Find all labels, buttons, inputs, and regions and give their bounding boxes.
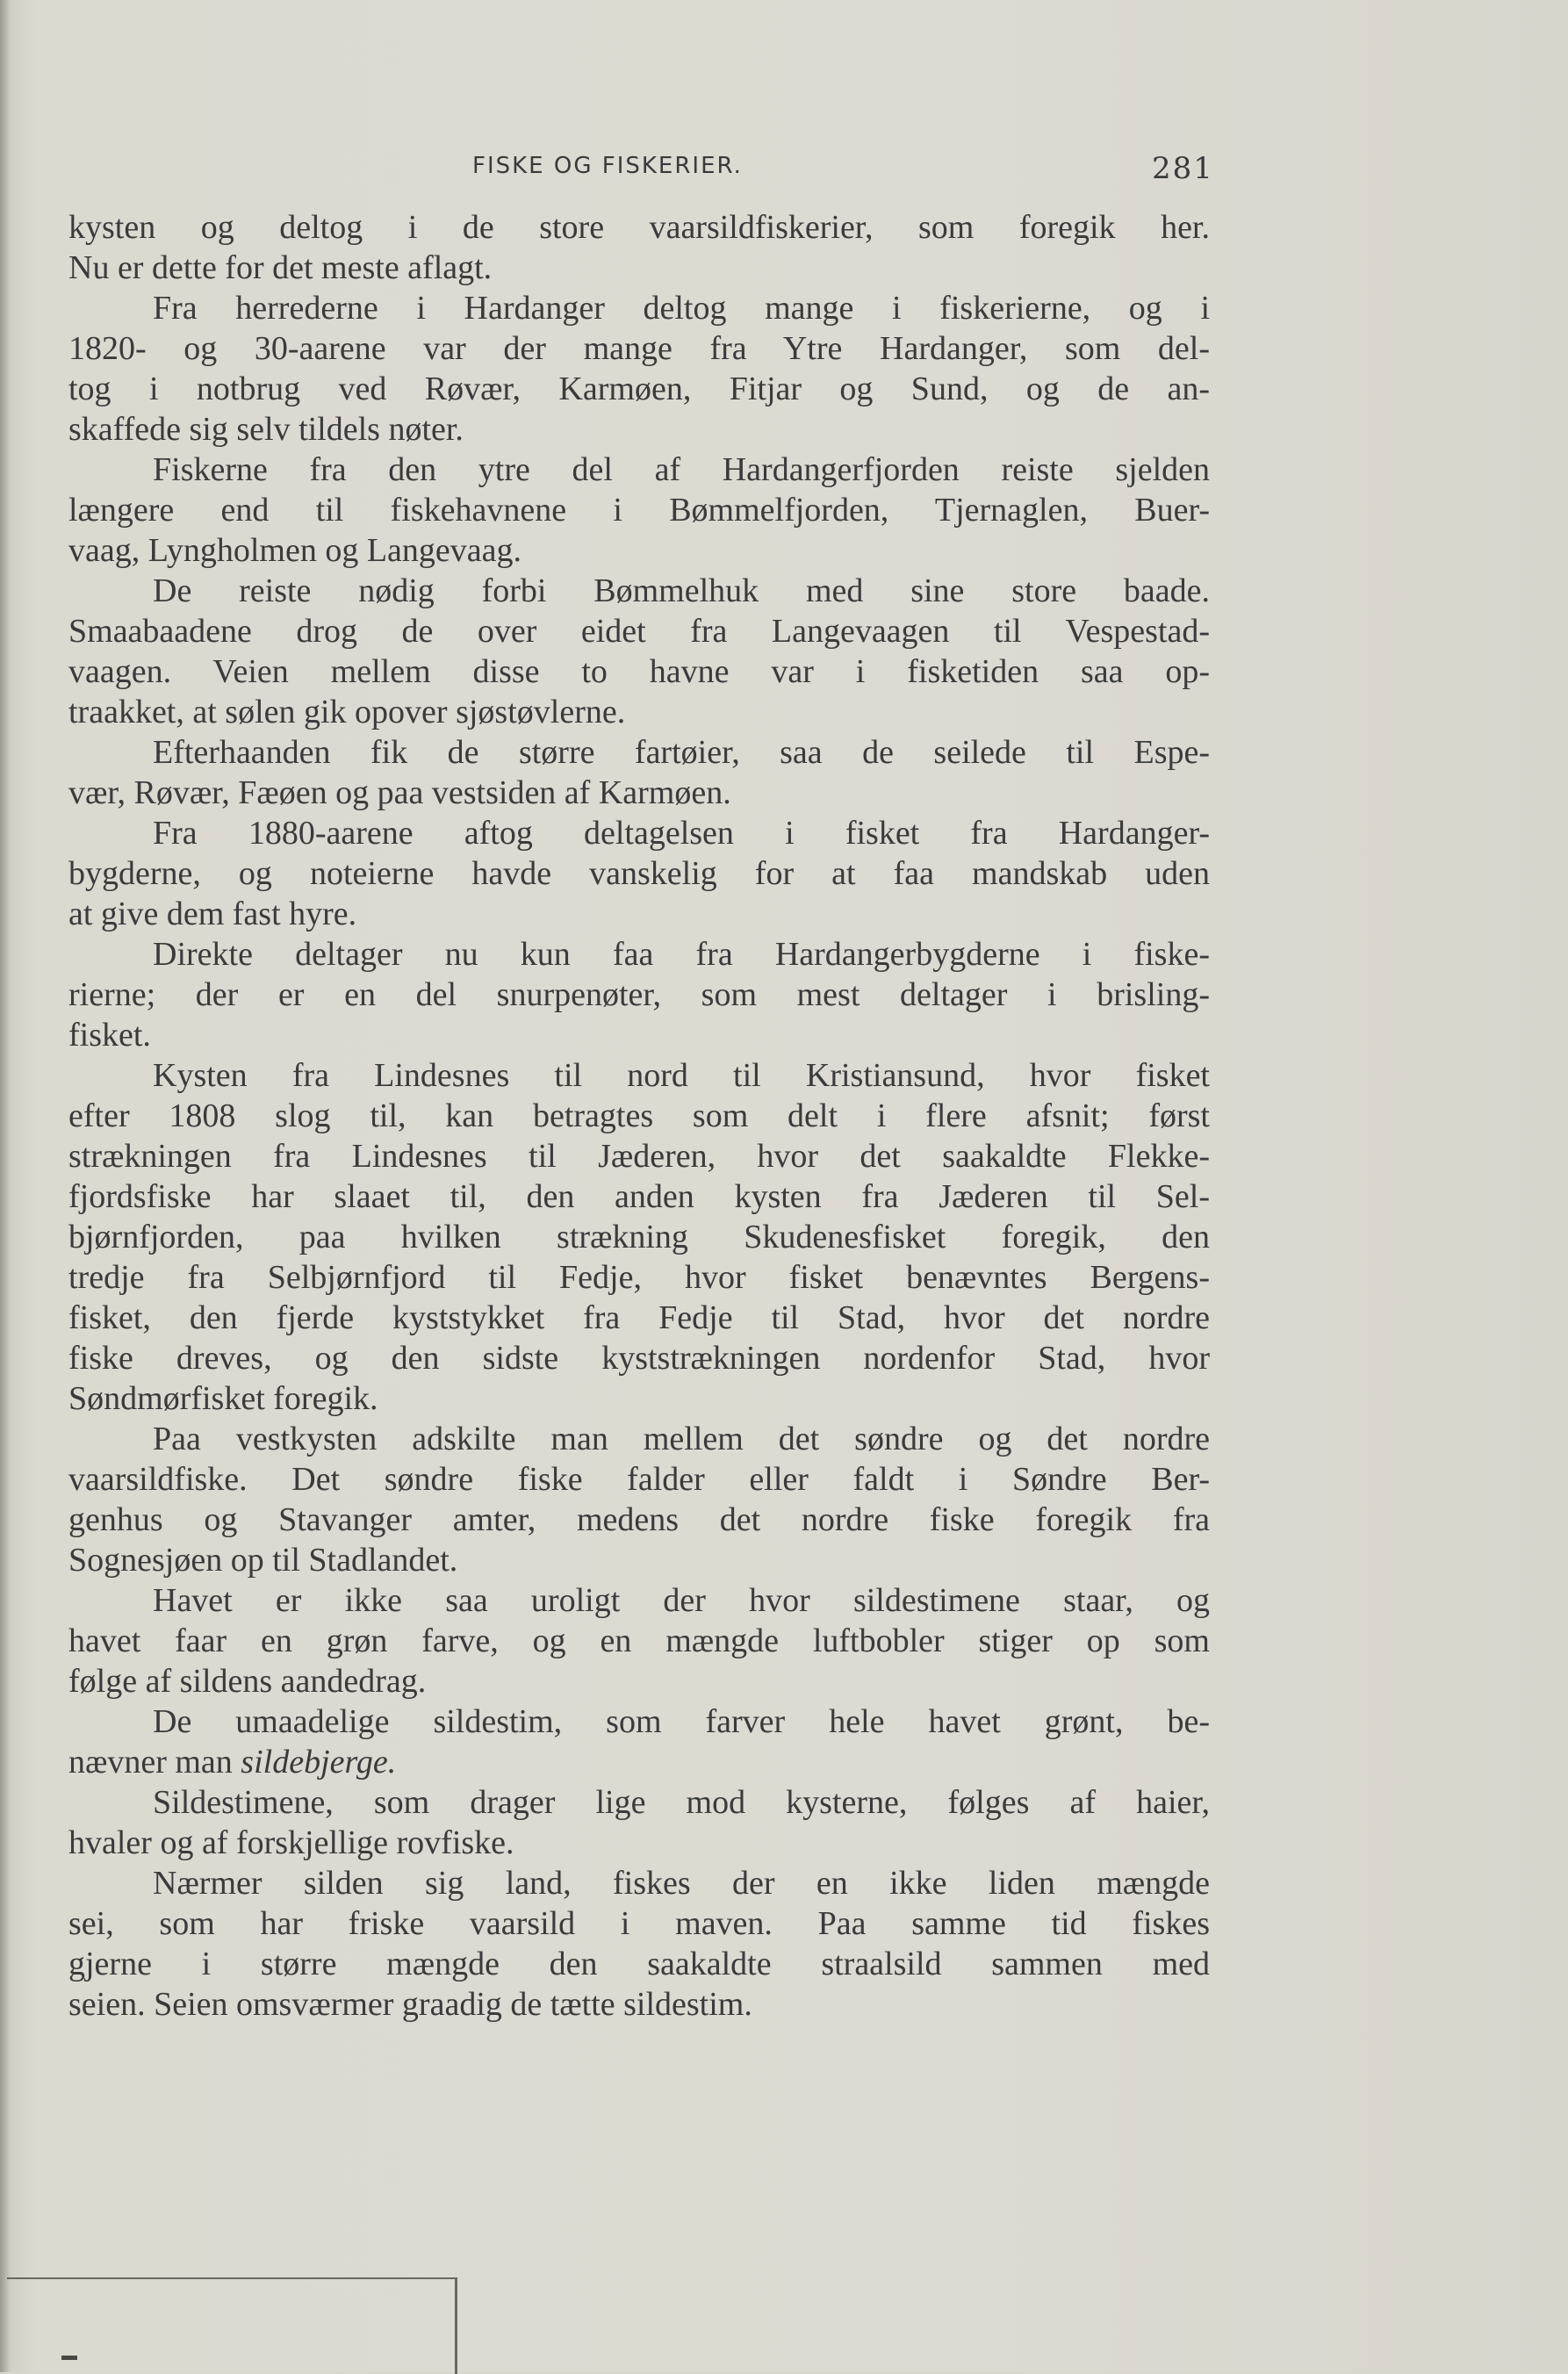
text-line bbox=[68, 1096, 1210, 1136]
line-text: De umaadelige sildestim, som farver hele havet grønt, be- bbox=[153, 1703, 1210, 1740]
line-text: Sognesjøen op til Stadlandet. bbox=[68, 1542, 458, 1579]
line-text: genhus og Stavanger amter, medens det nordre fiske foregik fra bbox=[68, 1501, 1210, 1538]
line-text: seien. Seien omsværmer graadig de tætte sildestim. bbox=[68, 1986, 752, 2023]
line-text: vaag, Lyngholmen og Langevaag. bbox=[68, 532, 522, 569]
text-line bbox=[68, 1782, 1210, 1823]
paragraph bbox=[68, 450, 1210, 571]
text-line bbox=[68, 1015, 1210, 1055]
line-text: Nu er dette for det meste aflagt. bbox=[68, 249, 493, 286]
text-line bbox=[68, 1459, 1210, 1500]
text-line bbox=[68, 773, 1210, 813]
paragraph bbox=[68, 1055, 1210, 1419]
text-line bbox=[68, 692, 1210, 732]
stamp-mark bbox=[61, 2356, 77, 2360]
text-line bbox=[68, 1944, 1210, 1984]
text-line bbox=[68, 651, 1210, 692]
line-text: nævner man bbox=[68, 1744, 241, 1780]
paragraph bbox=[68, 813, 1210, 934]
line-text: Kysten fra Lindesnes til nord til Kristiansund, hvor fisket bbox=[153, 1057, 1210, 1094]
line-text: rierne; der er en del snurpenøter, som mest deltager i brisling- bbox=[68, 976, 1210, 1013]
paragraph bbox=[68, 934, 1210, 1055]
text-line bbox=[68, 1580, 1210, 1621]
line-text: Nærmer silden sig land, fiskes der en ikke liden mængde bbox=[153, 1865, 1210, 1902]
running-head: FISKE OG FISKERIER. bbox=[472, 153, 743, 179]
body-text bbox=[68, 207, 1210, 2025]
text-line bbox=[68, 1903, 1210, 1944]
paragraph bbox=[68, 207, 1210, 288]
text-line bbox=[68, 1055, 1210, 1096]
line-text: vaagen. Veien mellem disse to havne var i fisketiden saa op- bbox=[68, 653, 1210, 690]
line-text: følge af sildens aandedrag. bbox=[68, 1663, 427, 1700]
text-line bbox=[68, 1338, 1210, 1378]
line-text: skaffede sig selv tildels nøter. bbox=[68, 411, 464, 448]
line-text: Fra 1880-aarene aftog deltagelsen i fisket fra Hardanger- bbox=[153, 815, 1210, 852]
paragraph bbox=[68, 1701, 1210, 1782]
text-line bbox=[68, 1742, 1210, 1782]
text-line bbox=[68, 1136, 1210, 1176]
line-text: bygderne, og noteierne havde vanskelig for at faa mandskab uden bbox=[68, 855, 1210, 892]
text-line bbox=[68, 1661, 1210, 1701]
text-line bbox=[68, 1863, 1210, 1903]
line-text: Havet er ikke saa uroligt der hvor sildestimene staar, og bbox=[153, 1582, 1210, 1619]
line-text: tog i notbrug ved Røvær, Karmøen, Fitjar og Sund, og de an- bbox=[68, 370, 1210, 407]
line-text: traakket, at sølen gik opover sjøstøvlerne. bbox=[68, 694, 626, 730]
line-text: hvaler og af forskjellige rovfiske. bbox=[68, 1824, 514, 1861]
line-text: fiske dreves, og den sidste kyststrækningen nordenfor Stad, hvor bbox=[68, 1340, 1210, 1377]
text-line bbox=[68, 450, 1210, 490]
paragraph bbox=[68, 1863, 1210, 2025]
line-text: vær, Røvær, Fæøen og paa vestsiden af Karmøen. bbox=[68, 774, 731, 811]
line-text: kysten og deltog i de store vaarsildfiskerier, som foregik her. bbox=[68, 209, 1210, 246]
text-line bbox=[68, 248, 1210, 288]
text-line bbox=[68, 490, 1210, 530]
text-line bbox=[68, 1419, 1210, 1459]
line-text: fisket, den fjerde kyststykket fra Fedje til Stad, hvor det nordre bbox=[68, 1299, 1210, 1336]
binding-edge bbox=[0, 0, 9, 2372]
text-line bbox=[68, 530, 1210, 571]
text-line bbox=[68, 571, 1210, 611]
text-line bbox=[68, 1257, 1210, 1298]
paragraph bbox=[68, 1419, 1210, 1580]
line-text: havet faar en grøn farve, og en mængde luftbobler stiger op som bbox=[68, 1622, 1210, 1659]
text-line bbox=[68, 975, 1210, 1015]
line-text: Paa vestkysten adskilte man mellem det søndre og det nordre bbox=[153, 1421, 1210, 1457]
line-text: tredje fra Selbjørnfjord til Fedje, hvor fisket benævntes Bergens- bbox=[68, 1259, 1210, 1296]
text-line bbox=[68, 369, 1210, 409]
text-line bbox=[68, 1500, 1210, 1540]
line-text: fisket. bbox=[68, 1017, 151, 1054]
line-text: Søndmørfisket foregik. bbox=[68, 1380, 378, 1417]
line-text: Fra herrederne i Hardanger deltog mange i fiskerierne, og i bbox=[153, 290, 1210, 327]
line-text: gjerne i større mængde den saakaldte straalsild sammen med bbox=[68, 1946, 1210, 1982]
line-text: efter 1808 slog til, kan betragtes som delt i flere afsnit; først bbox=[68, 1097, 1210, 1134]
text-line bbox=[68, 1217, 1210, 1257]
text-line bbox=[68, 328, 1210, 369]
text-line bbox=[68, 732, 1210, 773]
text-line bbox=[68, 1823, 1210, 1863]
line-text: Fiskerne fra den ytre del af Hardangerfjorden reiste sjelden bbox=[153, 451, 1210, 488]
line-text: 1820- og 30-aarene var der mange fra Ytre Hardanger, som del- bbox=[68, 330, 1210, 367]
line-text: strækningen fra Lindesnes til Jæderen, hvor det saakaldte Flekke- bbox=[68, 1138, 1210, 1175]
paragraph bbox=[68, 571, 1210, 732]
text-line bbox=[68, 1984, 1210, 2025]
line-text: fjordsfiske har slaaet til, den anden kysten fra Jæderen til Sel- bbox=[68, 1178, 1210, 1215]
line-text: Direkte deltager nu kun faa fra Hardangerbygderne i fiske- bbox=[153, 936, 1210, 973]
paragraph bbox=[68, 732, 1210, 813]
line-text: længere end til fiskehavnene i Bømmelfjorden, Tjernaglen, Buer- bbox=[68, 492, 1210, 529]
text-line bbox=[68, 934, 1210, 975]
paragraph bbox=[68, 1580, 1210, 1701]
text-line bbox=[68, 207, 1210, 248]
text-line bbox=[68, 1540, 1210, 1580]
line-text: Smaabaadene drog de over eidet fra Langevaagen til Vespestad- bbox=[68, 613, 1210, 650]
line-text: vaarsildfiske. Det søndre fiske falder eller faldt i Søndre Ber- bbox=[68, 1461, 1210, 1498]
text-line bbox=[68, 409, 1210, 450]
line-text: Sildestimene, som drager lige mod kysterne, følges af haier, bbox=[153, 1784, 1210, 1821]
line-text: sei, som har friske vaarsild i maven. Paa samme tid fiskes bbox=[68, 1905, 1210, 1942]
line-text: at give dem fast hyre. bbox=[68, 896, 357, 932]
line-text: Efterhaanden fik de større fartøier, saa de seilede til Espe- bbox=[153, 734, 1210, 771]
text-line bbox=[68, 1621, 1210, 1661]
text-line bbox=[68, 853, 1210, 894]
paragraph bbox=[68, 288, 1210, 450]
line-text: bjørnfjorden, paa hvilken strækning Skudenesfisket foregik, den bbox=[68, 1219, 1210, 1255]
text-line bbox=[68, 894, 1210, 934]
text-line bbox=[68, 1298, 1210, 1338]
paragraph bbox=[68, 1782, 1210, 1863]
text-line bbox=[68, 288, 1210, 328]
text-line bbox=[68, 1701, 1210, 1742]
line-text: De reiste nødig forbi Bømmelhuk med sine store baade. bbox=[153, 572, 1210, 609]
text-line bbox=[68, 1176, 1210, 1217]
text-line bbox=[68, 611, 1210, 651]
text-line bbox=[68, 1378, 1210, 1419]
page-number: 281 bbox=[1152, 151, 1214, 186]
text-line bbox=[68, 813, 1210, 853]
italic-term: sildebjerge. bbox=[241, 1744, 397, 1780]
